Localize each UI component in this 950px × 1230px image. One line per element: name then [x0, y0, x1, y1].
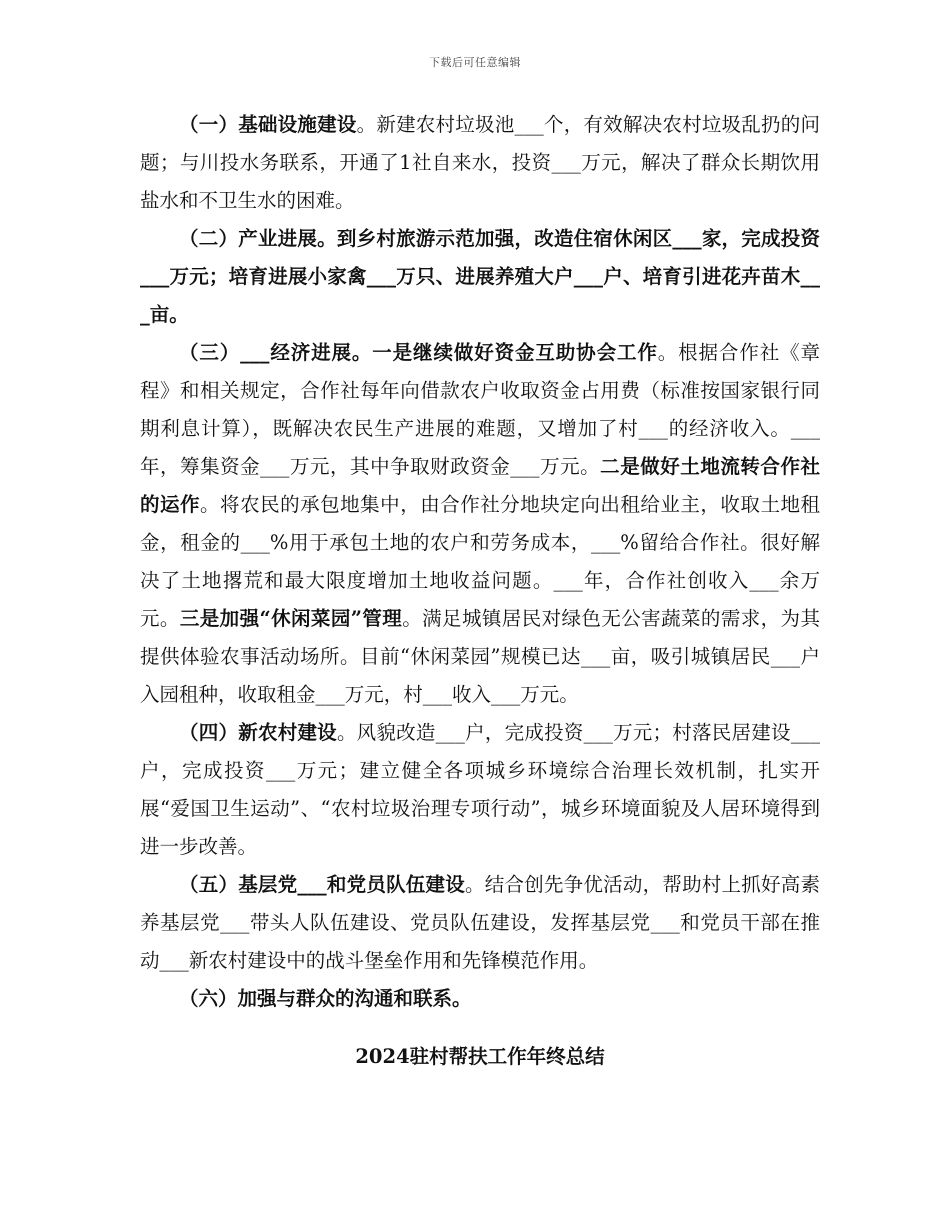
- page-header: 下载后可任意编辑: [429, 56, 521, 69]
- paragraph-text: 。新建农村垃圾池___个，有效解决农村垃圾乱扔的问题；与川投水务联系，开通了1社自来水，投资___万元，解决了群众长期饮用盐水和不卫生水的困难。: [140, 113, 820, 212]
- paragraph-heading: （六）加强与群众的沟通和联系。: [179, 987, 472, 1010]
- paragraph-new-village: [140, 714, 820, 866]
- paragraph-communication: [140, 980, 820, 1018]
- paragraph-text: 。风貌改造___户，完成投资___万元；村落民居建设___户，完成投资___万元；建立健全各项城乡环境综合治理长效机制，扎实开展“爱国卫生运动”、“农村垃圾治理专项行动”，城乡环境面貌及人居环境得到进一步改善。: [140, 721, 820, 858]
- paragraph-heading: （二）产业进展。到乡村旅游示范加强，改造住宿休闲区___家，完成投资___万元；培育进展小家禽___万只、进展养殖大户___户、培育引进花卉苗木___亩。: [140, 227, 820, 326]
- paragraph-heading: （五）基层党___和党员队伍建设: [179, 873, 466, 896]
- paragraph-text: 。结合创先争优活动，帮助村上抓好高素养基层党___带头人队伍建设、党员队伍建设，发挥基层党___和党员干部在推动___新农村建设中的战斗堡垒作用和先锋模范作用。: [140, 873, 820, 972]
- paragraph-subheading: 三是加强“休闲菜园”管理: [179, 607, 403, 630]
- paragraph-text: 。将农民的承包地集中，由合作社分地块定向出租给业主，收取土地租金，租金的___%用于承包土地的农户和劳务成本，___%留给合作社。很好解决了土地撂荒和最大限度增加土地收益问题。___年，合作社创收入___余万元。: [140, 493, 820, 630]
- paragraph-text: 。满足城镇居民对绿色无公害蔬菜的需求，为其提供体验农事活动场所。目前“休闲菜园”规模已达___亩，吸引城镇居民___户入园租种，收取租金___万元，村___收入___万元。: [140, 607, 820, 706]
- document-body: [140, 106, 820, 1076]
- document-title: 2024驻村帮扶工作年终总结: [355, 1045, 605, 1068]
- paragraph-subheading: 二是做好土地流转合作社的运作: [140, 455, 820, 516]
- paragraph-industry: [140, 220, 820, 334]
- paragraph-infrastructure: [140, 106, 820, 220]
- paragraph-heading: （一）基础设施建设: [179, 113, 357, 136]
- paragraph-party-building: [140, 866, 820, 980]
- paragraph-economy: [140, 334, 820, 714]
- paragraph-text: 。根据合作社《章程》和相关规定，合作社每年向借款农户收取资金占用费（标准按国家银行同期利息计算），既解决农民生产进展的难题，又增加了村___的经济收入。___年，筹集资金___万元，其中争取财政资金___万元。: [140, 341, 820, 478]
- paragraph-heading: （四）新农村建设: [179, 721, 337, 744]
- paragraph-heading: （三）___经济进展。一是继续做好资金互助协会工作: [179, 341, 658, 364]
